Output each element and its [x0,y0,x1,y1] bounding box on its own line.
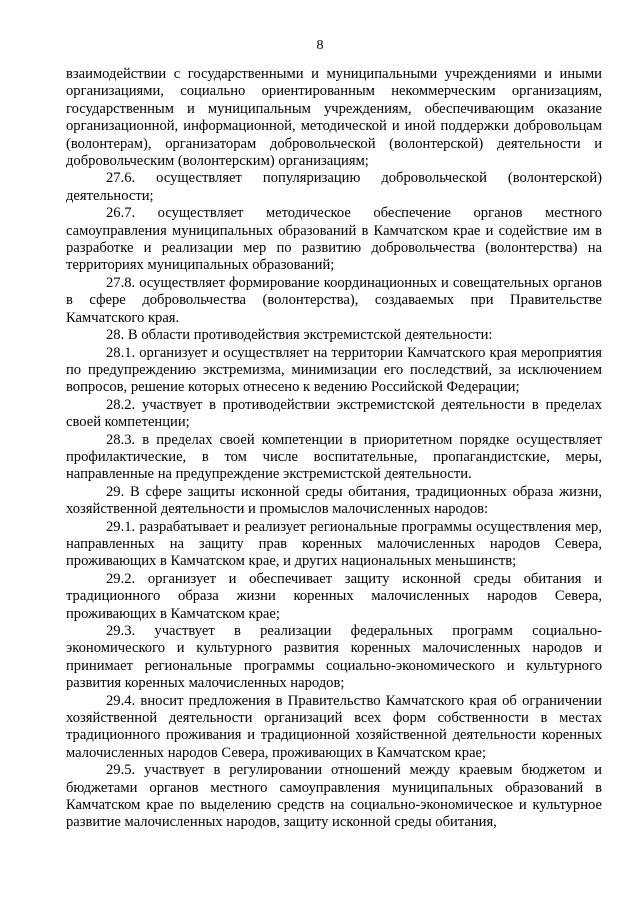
page-number: 8 [316,38,324,53]
paragraph-28-1: 28.1. организует и осуществляет на территории Камчатского края мероприятия по предупреждению экстремизма, минимизации его последствий, за исключением вопросов, решение которых отнесено к ведению Российской Федерации; [66,344,602,396]
paragraph-29-1: 29.1. разрабатывает и реализует региональные программы осуществления мер, направленных на защиту прав коренных малочисленных народов Севера, проживающих в Камчатском крае, и других национальных меньшинств; [66,518,602,570]
paragraph-26-7: 26.7. осуществляет методическое обеспечение органов местного самоуправления муниципальных образований в Камчатском крае и содействие им в разработке и реализации мер по развитию добровольчества (волонтерства) на территориях муниципальных образований; [66,205,602,274]
paragraph-28-2: 28.2. участвует в противодействии экстремистской деятельности в пределах своей компетенции; [66,396,602,431]
paragraph-29-5: 29.5. участвует в регулировании отношений между краевым бюджетом и бюджетами органов местного самоуправления муниципальных образований в Камчатском крае по выделению средств на социально-экономическое и культурное развитие малочисленных народов, защиту исконной среды обитания, [66,762,602,831]
paragraph-29: 29. В сфере защиты исконной среды обитания, традиционных образа жизни, хозяйственной деятельности и промыслов малочисленных народов: [66,483,602,518]
paragraph-27-8: 27.8. осуществляет формирование координационных и совещательных органов в сфере добровольчества (волонтерства), создаваемых при Правительстве Камчатского края. [66,274,602,326]
document-body [66,66,602,832]
paragraph-28: 28. В области противодействия экстремистской деятельности: [106,327,493,344]
paragraph-27-6: 27.6. осуществляет популяризацию добровольческой (волонтерской) деятельности; [66,170,602,204]
paragraph-continuation: взаимодействии с государственными и муниципальными учреждениями и иными организациями, социально ориентированным некоммерческим организациям, государственным и муниципальным учреждениям, обеспечивающим оказание организационной, информационной, методической и иной поддержки добровольцам (волонтерам), организаторам добровольческой (волонтерской) деятельности и добровольческим (волонтерским) организациям; [66,66,602,170]
paragraph-29-2: 29.2. организует и обеспечивает защиту исконной среды обитания и традиционного образа жизни коренных малочисленных народов Севера, проживающих в Камчатском крае; [66,570,602,622]
paragraph-29-4: 29.4. вносит предложения в Правительство Камчатского края об ограничении хозяйственной деятельности организаций всех форм собственности в местах традиционного проживания и традиционной хозяйственной деятельности коренных малочисленных народов Севера, проживающих в Камчатском крае; [66,692,602,761]
paragraph-28-3: 28.3. в пределах своей компетенции в приоритетном порядке осуществляет профилактические, в том числе воспитательные, пропагандистские, меры, направленные на предупреждение экстремистской деятельности. [66,431,602,483]
paragraph-29-3: 29.3. участвует в реализации федеральных программ социально-экономического и культурного развития коренных малочисленных народов и принимает региональные программы социально-экономического и культурного развития коренных малочисленных народов; [66,623,602,692]
